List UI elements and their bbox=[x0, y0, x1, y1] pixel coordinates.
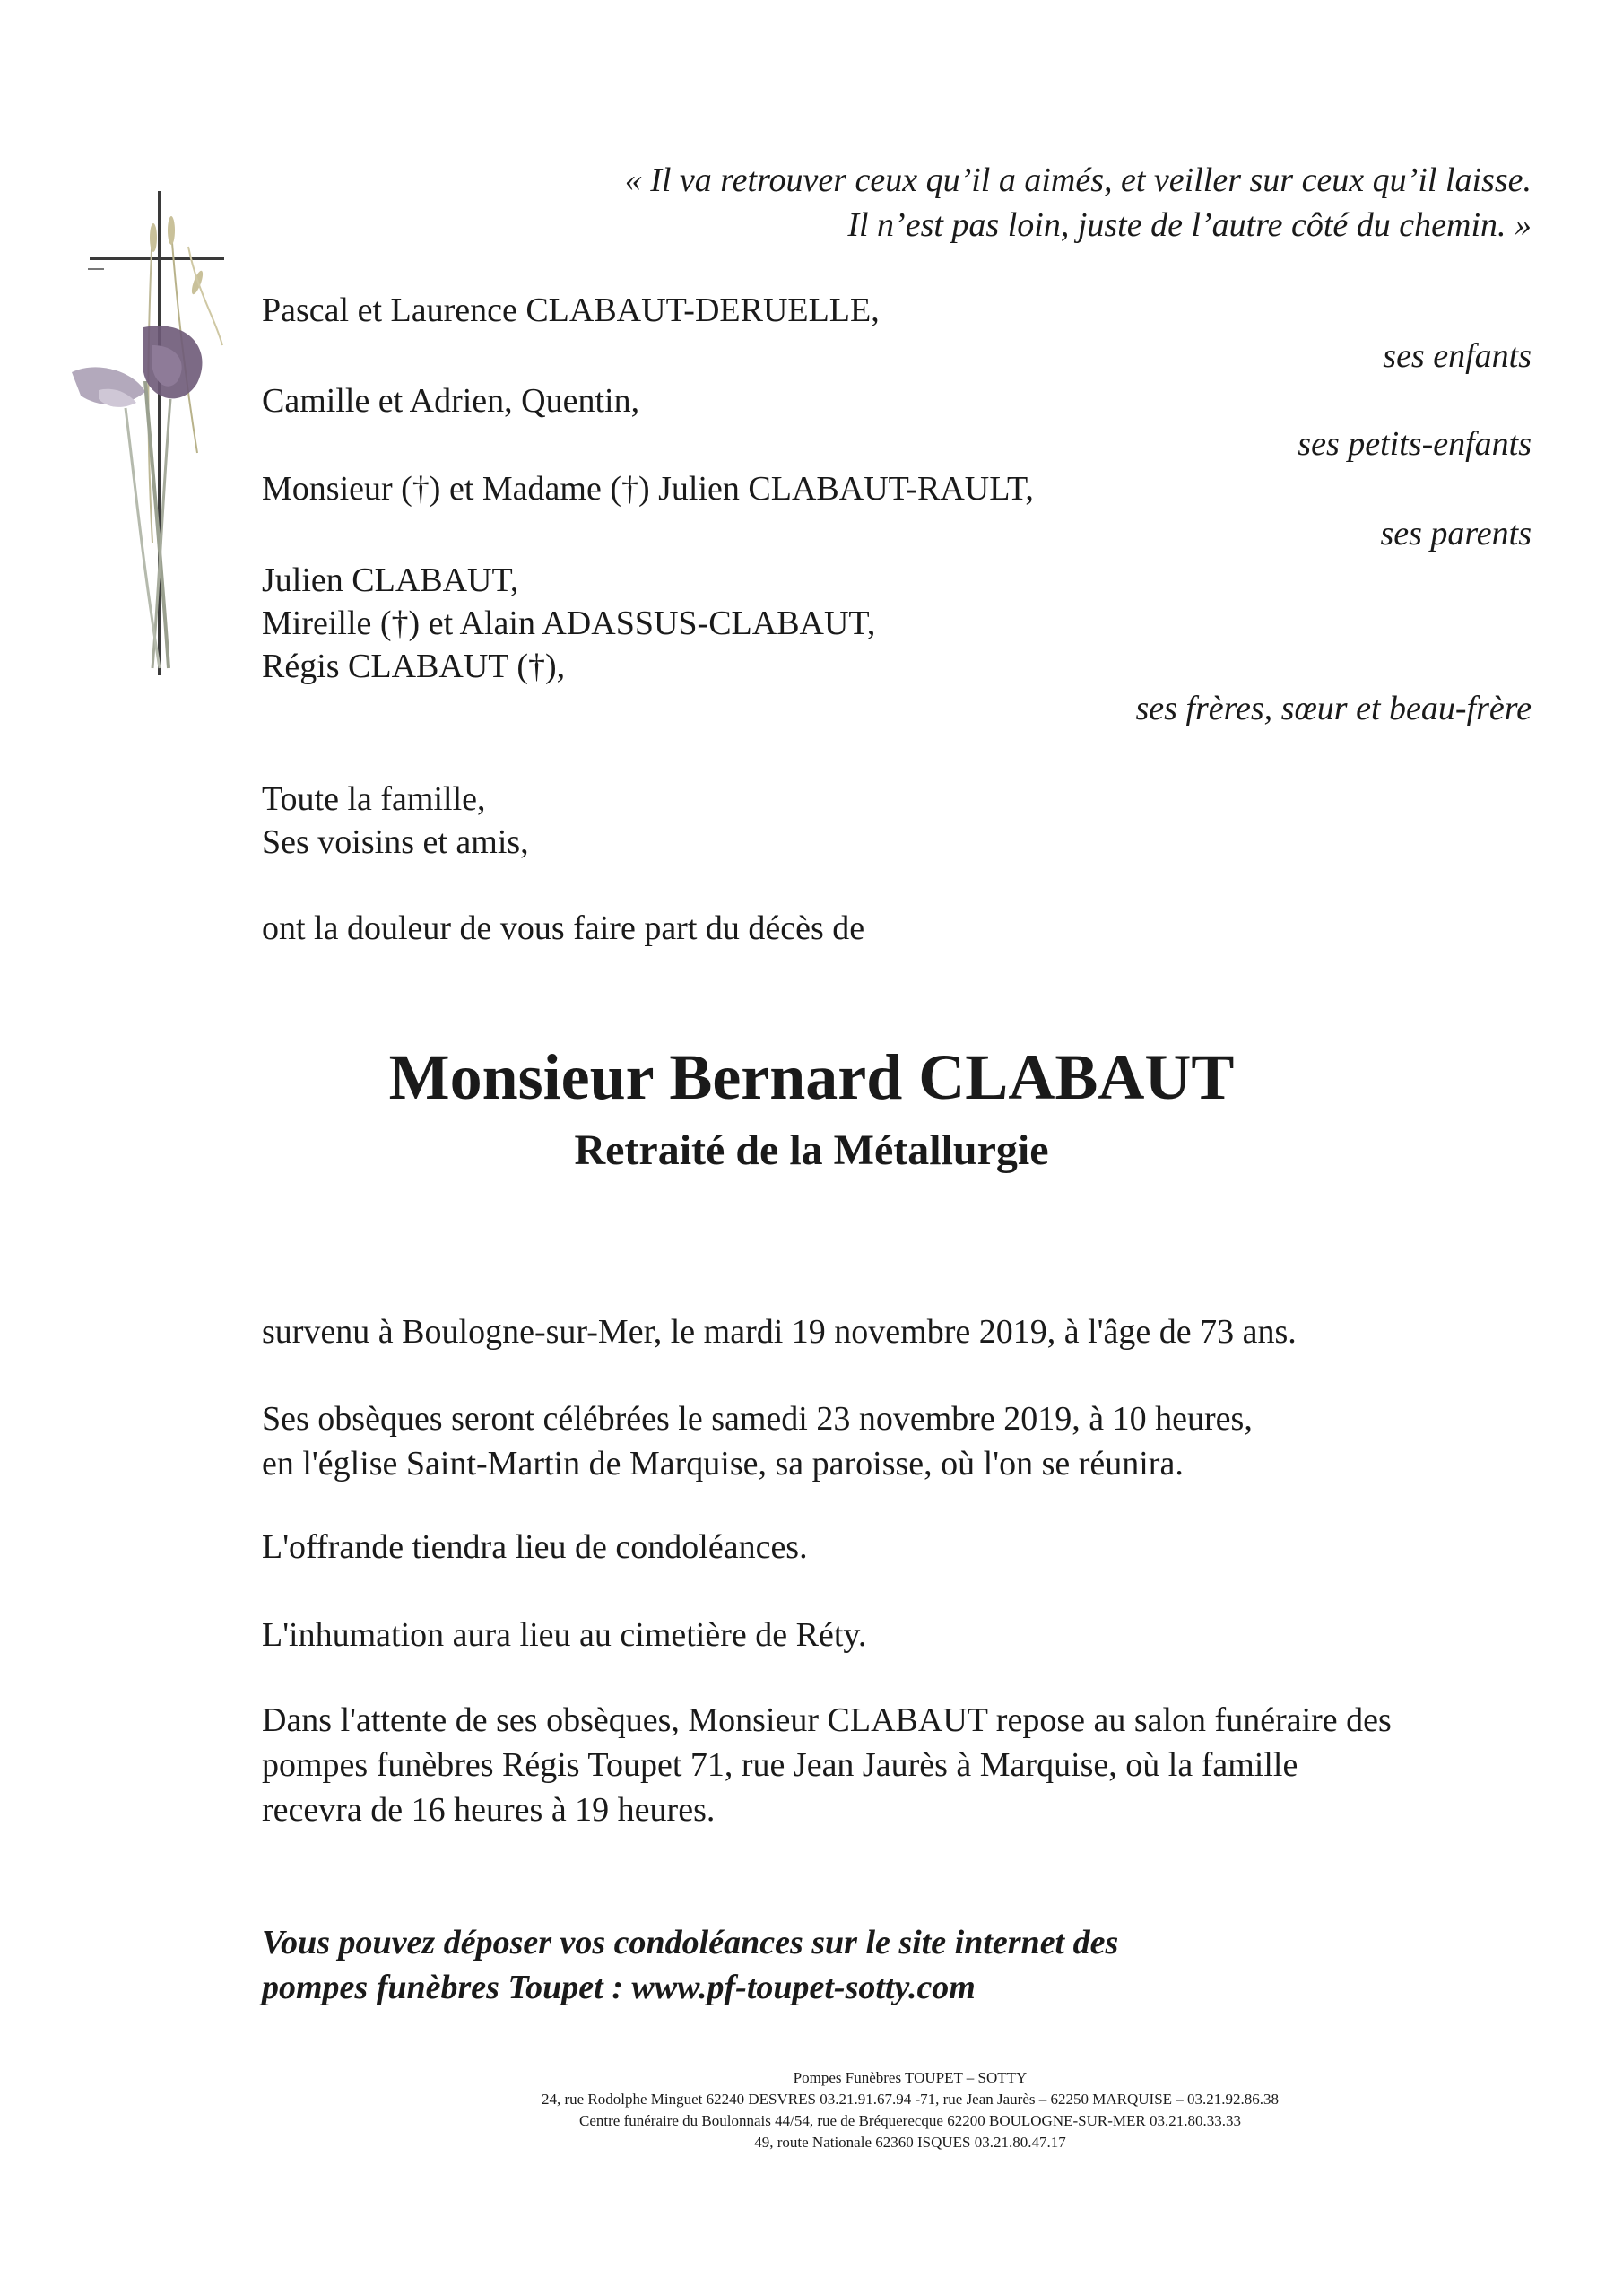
cross-with-lily-icon bbox=[63, 184, 242, 686]
relation-children: ses enfants bbox=[1383, 337, 1532, 375]
death-details: survenu à Boulogne-sur-Mer, le mardi 19 novembre 2019, à l'âge de 73 ans. bbox=[262, 1313, 1297, 1351]
epigraph-line-2: Il n’est pas loin, juste de l’autre côté du chemin. » bbox=[847, 206, 1532, 244]
epigraph-line-1: « Il va retrouver ceux qu’il a aimés, et veiller sur ceux qu’il laisse. bbox=[624, 161, 1532, 199]
family-parents-names: Monsieur (†) et Madame (†) Julien CLABAUT-RAULT, bbox=[262, 470, 1034, 508]
rest-line-1: Dans l'attente de ses obsèques, Monsieur CLABAUT repose au salon funéraire des bbox=[262, 1701, 1392, 1739]
footer-address-1: 24, rue Rodolphe Minguet 62240 DESVRES 03.21.91.67.94 -71, rue Jean Jaurès – 62250 MARQUISE – 03.21.92.86.38 bbox=[541, 2091, 1280, 2108]
footer-address-3: 49, route Nationale 62360 ISQUES 03.21.80.47.17 bbox=[754, 2134, 1066, 2151]
burial-note: L'inhumation aura lieu au cimetière de Réty. bbox=[262, 1616, 867, 1654]
offering-note: L'offrande tiendra lieu de condoléances. bbox=[262, 1528, 808, 1566]
others-line-2: Ses voisins et amis, bbox=[262, 823, 529, 861]
relation-grandchildren: ses petits-enfants bbox=[1298, 425, 1532, 463]
funeral-line-1: Ses obsèques seront célébrées le samedi 23 novembre 2019, à 10 heures, bbox=[262, 1400, 1253, 1438]
website-note-line-1: Vous pouvez déposer vos condoléances sur le site internet des bbox=[262, 1924, 1119, 1961]
family-sibling-3: Régis CLABAUT (†), bbox=[262, 648, 566, 685]
family-sibling-1: Julien CLABAUT, bbox=[262, 561, 519, 599]
deceased-name: Monsieur Bernard CLABAUT bbox=[388, 1041, 1235, 1113]
relation-siblings: ses frères, sœur et beau-frère bbox=[1135, 690, 1532, 727]
website-note-line-2: pompes funèbres Toupet : www.pf-toupet-sotty.com bbox=[262, 1969, 976, 2006]
family-children-names: Pascal et Laurence CLABAUT-DERUELLE, bbox=[262, 291, 880, 329]
funeral-line-2: en l'église Saint-Martin de Marquise, sa paroisse, où l'on se réunira. bbox=[262, 1445, 1184, 1483]
footer-address-2: Centre funéraire du Boulonnais 44/54, rue de Bréquerecque 62200 BOULOGNE-SUR-MER 03.21.80.33.33 bbox=[579, 2112, 1241, 2129]
rest-line-3: recevra de 16 heures à 19 heures. bbox=[262, 1791, 716, 1829]
family-sibling-2: Mireille (†) et Alain ADASSUS-CLABAUT, bbox=[262, 604, 876, 642]
announcement: ont la douleur de vous faire part du décès de bbox=[262, 909, 865, 947]
others-line-1: Toute la famille, bbox=[262, 780, 486, 818]
deceased-title: Retraité de la Métallurgie bbox=[574, 1126, 1049, 1174]
footer-company: Pompes Funèbres TOUPET – SOTTY bbox=[793, 2069, 1028, 2086]
family-grandchildren-names: Camille et Adrien, Quentin, bbox=[262, 382, 640, 420]
relation-parents: ses parents bbox=[1380, 515, 1532, 552]
rest-line-2: pompes funèbres Régis Toupet 71, rue Jean Jaurès à Marquise, où la famille bbox=[262, 1746, 1298, 1784]
